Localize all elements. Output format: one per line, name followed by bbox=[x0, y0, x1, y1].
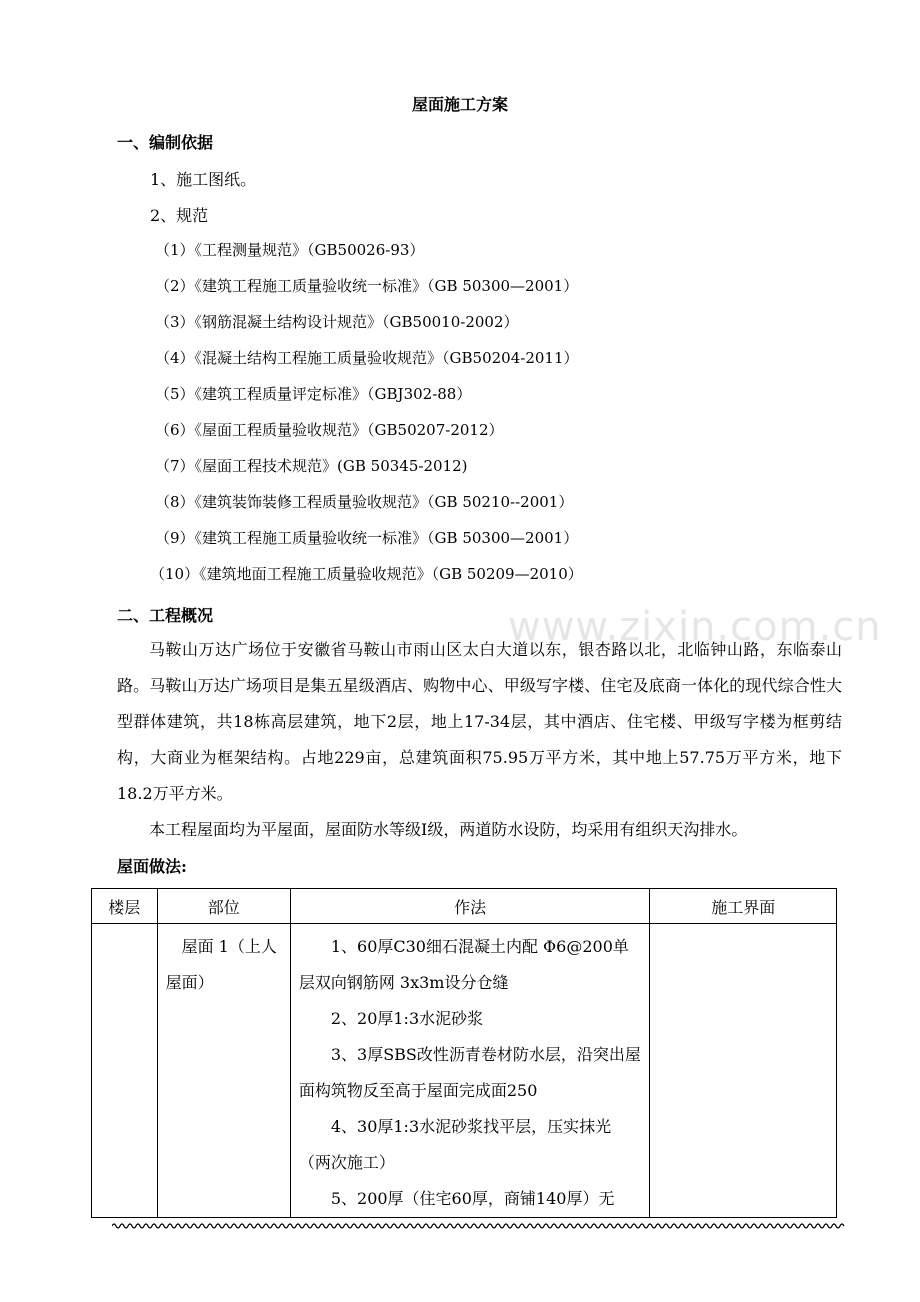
reference-item: （7）《屋面工程技术规范》(GB 50345-2012) bbox=[155, 457, 468, 475]
reference-item: （6）《屋面工程质量验收规范》（GB50207-2012） bbox=[155, 421, 504, 439]
reference-item: （4）《混凝土结构工程施工质量验收规范》（GB50204-2011） bbox=[155, 349, 579, 367]
method-step: 2、20厚1:3水泥砂浆 bbox=[330, 1009, 484, 1028]
method-step: 1、60厚C30细石混凝土内配 Φ6@200单层双向钢筋网 3x3m设分仓缝 bbox=[298, 937, 629, 992]
header-method: 作法 bbox=[290, 889, 650, 924]
floor-text bbox=[92, 924, 157, 929]
roof-summary-paragraph: 本工程屋面均为平屋面，屋面防水等级Ⅰ级，两道防水设防，均采用有组织天沟排水。 bbox=[149, 820, 748, 839]
page-bottom-wavy-line bbox=[112, 1222, 845, 1230]
basis-item-standards: 2、规范 bbox=[150, 206, 209, 225]
document-title: 屋面施工方案 bbox=[411, 95, 508, 114]
roof-method-table bbox=[91, 888, 837, 1218]
method-step: 3、3厚SBS改性沥青卷材防水层，沿突出屋面构筑物反至高于屋面完成面250 bbox=[298, 1045, 641, 1100]
method-list bbox=[291, 924, 650, 1217]
reference-item: （9）《建筑工程施工质量验收统一标准》（GB 50300—2001） bbox=[155, 529, 579, 547]
table-header-row bbox=[92, 889, 837, 924]
roof-method-heading: 屋面做法: bbox=[117, 857, 187, 876]
interface-text bbox=[650, 924, 836, 929]
header-floor: 楼层 bbox=[92, 889, 158, 924]
reference-item: （3）《钢筋混凝土结构设计规范》（GB50010-2002） bbox=[155, 313, 519, 331]
cell-floor bbox=[92, 924, 158, 1218]
watermark: www.zixin.com.cn bbox=[508, 604, 882, 650]
table-row bbox=[92, 924, 837, 1218]
reference-item: （8）《建筑装饰装修工程质量验收规范》（GB 50210--2001） bbox=[155, 493, 574, 511]
method-step: 5、200厚（住宅60厚，商铺140厚）无 bbox=[330, 1189, 615, 1208]
cell-part bbox=[157, 924, 290, 1218]
section-heading-basis: 一、编制依据 bbox=[117, 133, 214, 152]
header-part: 部位 bbox=[157, 889, 290, 924]
project-overview-paragraph: 马鞍山万达广场位于安徽省马鞍山市雨山区太白大道以东，银杏路以北，北临钟山路，东临泰山路。马鞍山万达广场项目是集五星级酒店、购物中心、甲级写字楼、住宅及底商一体化的现代综合性大型群体建筑，共18栋高层建筑，地下2层，地上17-34层，其中酒店、住宅楼、甲级写字楼为框剪结构，大商业为框架结构。占地229亩，总建筑面积75.95万平方米，其中地上57.75万平方米，地下18.2万平方米。 bbox=[117, 640, 842, 803]
reference-item: （2）《建筑工程施工质量验收统一标准》（GB 50300—2001） bbox=[155, 277, 579, 295]
part-text: 屋面 1（上人屋面） bbox=[165, 937, 277, 992]
reference-item: （10）《建筑地面工程施工质量验收规范》（GB 50209—2010） bbox=[150, 565, 583, 583]
method-step: 4、30厚1:3水泥砂浆找平层，压实抹光（两次施工） bbox=[298, 1117, 612, 1172]
cell-method bbox=[290, 924, 650, 1218]
header-interface: 施工界面 bbox=[650, 889, 837, 924]
basis-item-drawings: 1、施工图纸。 bbox=[150, 170, 257, 189]
reference-item: （5）《建筑工程质量评定标准》（GBJ302-88） bbox=[155, 385, 472, 403]
reference-item: （1）《工程测量规范》（GB50026-93） bbox=[155, 241, 425, 259]
cell-interface bbox=[650, 924, 837, 1218]
section-heading-overview: 二、工程概况 bbox=[117, 606, 214, 625]
